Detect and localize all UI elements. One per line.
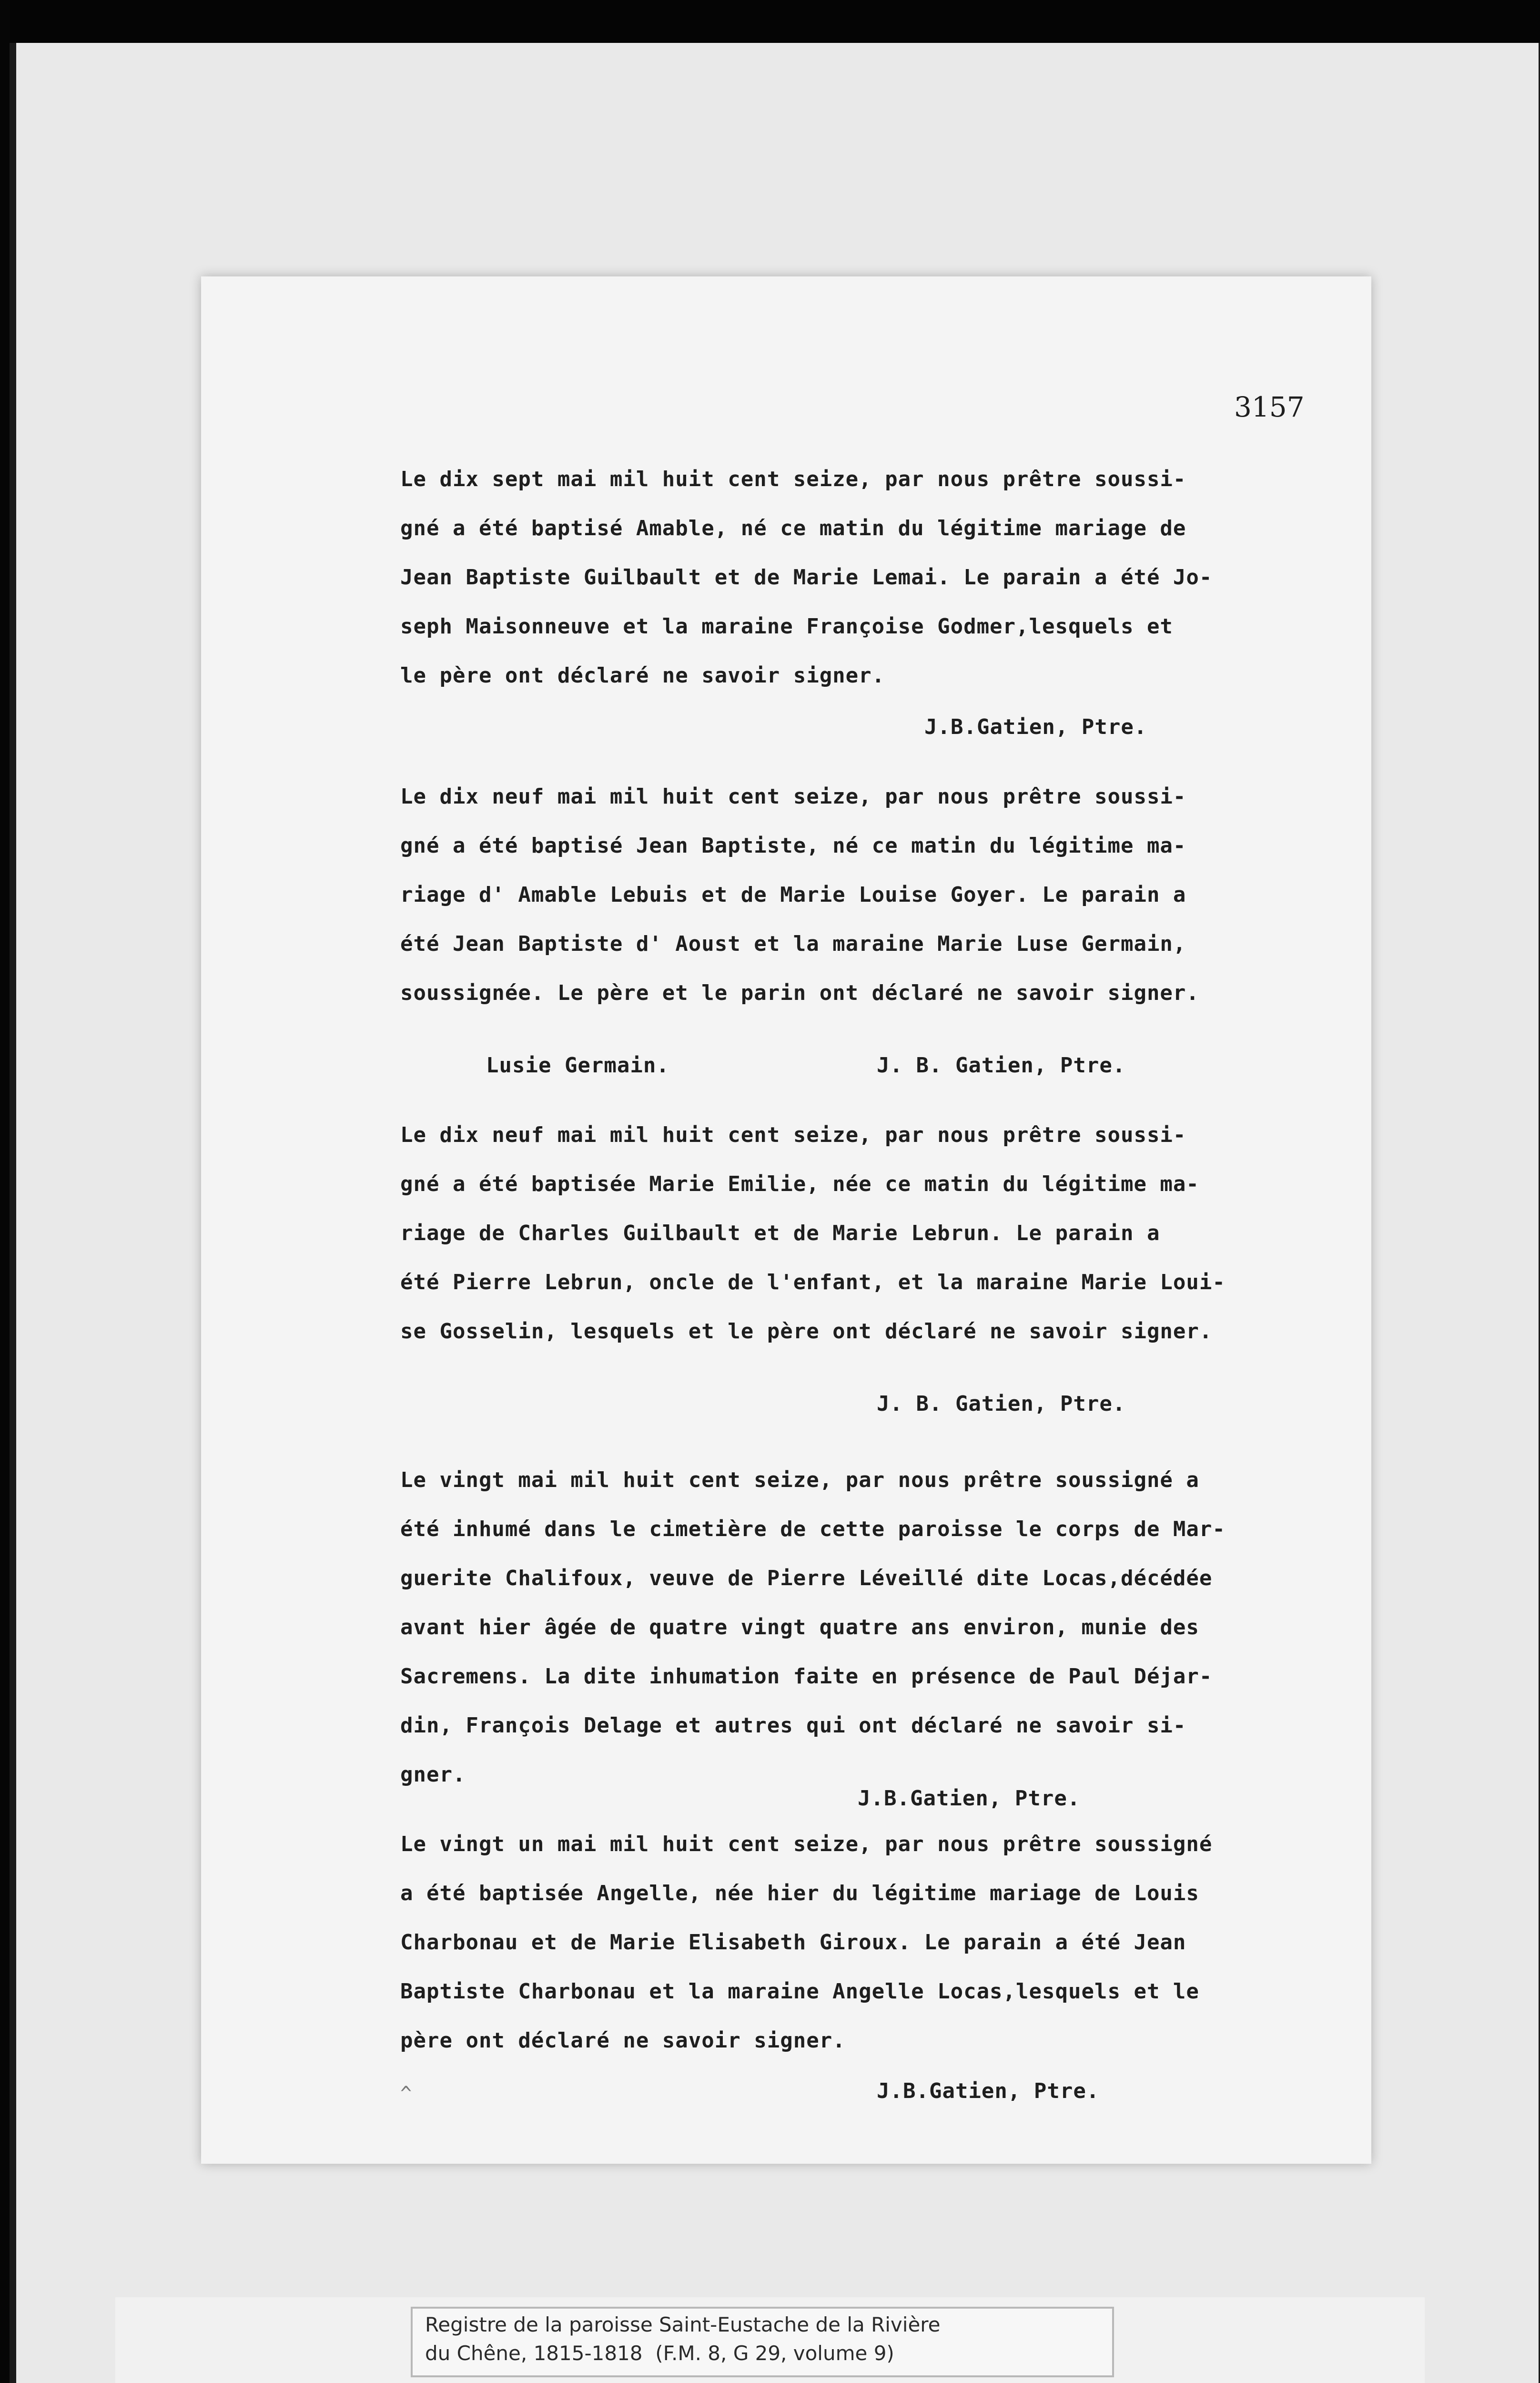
entry-line: a été baptisée Angelle, née hier du légitime mariage de Louis xyxy=(400,1881,1199,1905)
entry-line: gné a été baptisée Marie Emilie, née ce matin du légitime ma- xyxy=(400,1172,1199,1196)
entry-line: père ont déclaré ne savoir signer. xyxy=(400,2028,846,2053)
entry-line: Charbonau et de Marie Elisabeth Giroux. Le parain a été Jean xyxy=(400,1930,1186,1955)
priest-signature: J.B.Gatien, Ptre. xyxy=(877,2079,1100,2103)
entry-line: soussignée. Le père et le parin ont déclaré ne savoir signer. xyxy=(400,981,1199,1005)
witness-signature: Lusie Germain. xyxy=(486,1053,669,1078)
entry-line: seph Maisonneuve et la maraine Françoise Godmer,lesquels et xyxy=(400,614,1173,639)
film-side-edge xyxy=(0,0,10,2383)
entry-line: Baptiste Charbonau et la maraine Angelle Locas,lesquels et le xyxy=(400,1979,1199,2004)
entry-line: Le dix sept mai mil huit cent seize, par nous prêtre soussi- xyxy=(400,467,1186,491)
entry-line: gner. xyxy=(400,1762,466,1787)
entry-line: été inhumé dans le cimetière de cette paroisse le corps de Mar- xyxy=(400,1517,1226,1541)
priest-signature: J.B.Gatien, Ptre. xyxy=(858,1786,1081,1811)
entry-line: Sacremens. La dite inhumation faite en présence de Paul Déjar- xyxy=(400,1664,1213,1689)
film-edge xyxy=(0,0,1540,43)
caret-mark: ^ xyxy=(400,2083,412,2105)
entry-line: riage de Charles Guilbault et de Marie Lebrun. Le parain a xyxy=(400,1221,1160,1245)
entry-line: le père ont déclaré ne savoir signer. xyxy=(400,663,885,688)
entry-line: gné a été baptisé Jean Baptiste, né ce matin du légitime ma- xyxy=(400,834,1186,858)
entry-line: gné a été baptisé Amable, né ce matin du légitime mariage de xyxy=(400,516,1186,540)
entry-line: Le dix neuf mai mil huit cent seize, par nous prêtre soussi- xyxy=(400,784,1186,809)
priest-signature: J. B. Gatien, Ptre. xyxy=(877,1053,1126,1078)
entry-line: Le vingt mai mil huit cent seize, par nous prêtre soussigné a xyxy=(400,1468,1199,1492)
entry-line: été Jean Baptiste d' Aoust et la maraine Marie Luse Germain, xyxy=(400,932,1186,956)
entry-line: se Gosselin, lesquels et le père ont déclaré ne savoir signer. xyxy=(400,1319,1213,1344)
source-label-line: Registre de la paroisse Saint-Eustache de la Rivière xyxy=(425,2313,941,2336)
entry-line: Le dix neuf mai mil huit cent seize, par nous prêtre soussi- xyxy=(400,1123,1186,1147)
entry-line: été Pierre Lebrun, oncle de l'enfant, et la maraine Marie Loui- xyxy=(400,1270,1226,1294)
entry-line: avant hier âgée de quatre vingt quatre ans environ, munie des xyxy=(400,1615,1199,1640)
entry-line: Le vingt un mai mil huit cent seize, par nous prêtre soussigné xyxy=(400,1832,1213,1856)
priest-signature: J.B.Gatien, Ptre. xyxy=(924,715,1147,739)
priest-signature: J. B. Gatien, Ptre. xyxy=(877,1392,1126,1416)
entry-line: riage d' Amable Lebuis et de Marie Louise Goyer. Le parain a xyxy=(400,883,1186,907)
entry-line: Jean Baptiste Guilbault et de Marie Lemai. Le parain a été Jo- xyxy=(400,565,1213,590)
source-label-line: du Chêne, 1815-1818 (F.M. 8, G 29, volume 9) xyxy=(425,2342,894,2365)
entry-line: guerite Chalifoux, veuve de Pierre Léveillé dite Locas,décédée xyxy=(400,1566,1213,1590)
register-page xyxy=(201,276,1371,2164)
entry-line: din, François Delage et autres qui ont déclaré ne savoir si- xyxy=(400,1713,1186,1738)
page-number: 3157 xyxy=(1234,391,1305,423)
